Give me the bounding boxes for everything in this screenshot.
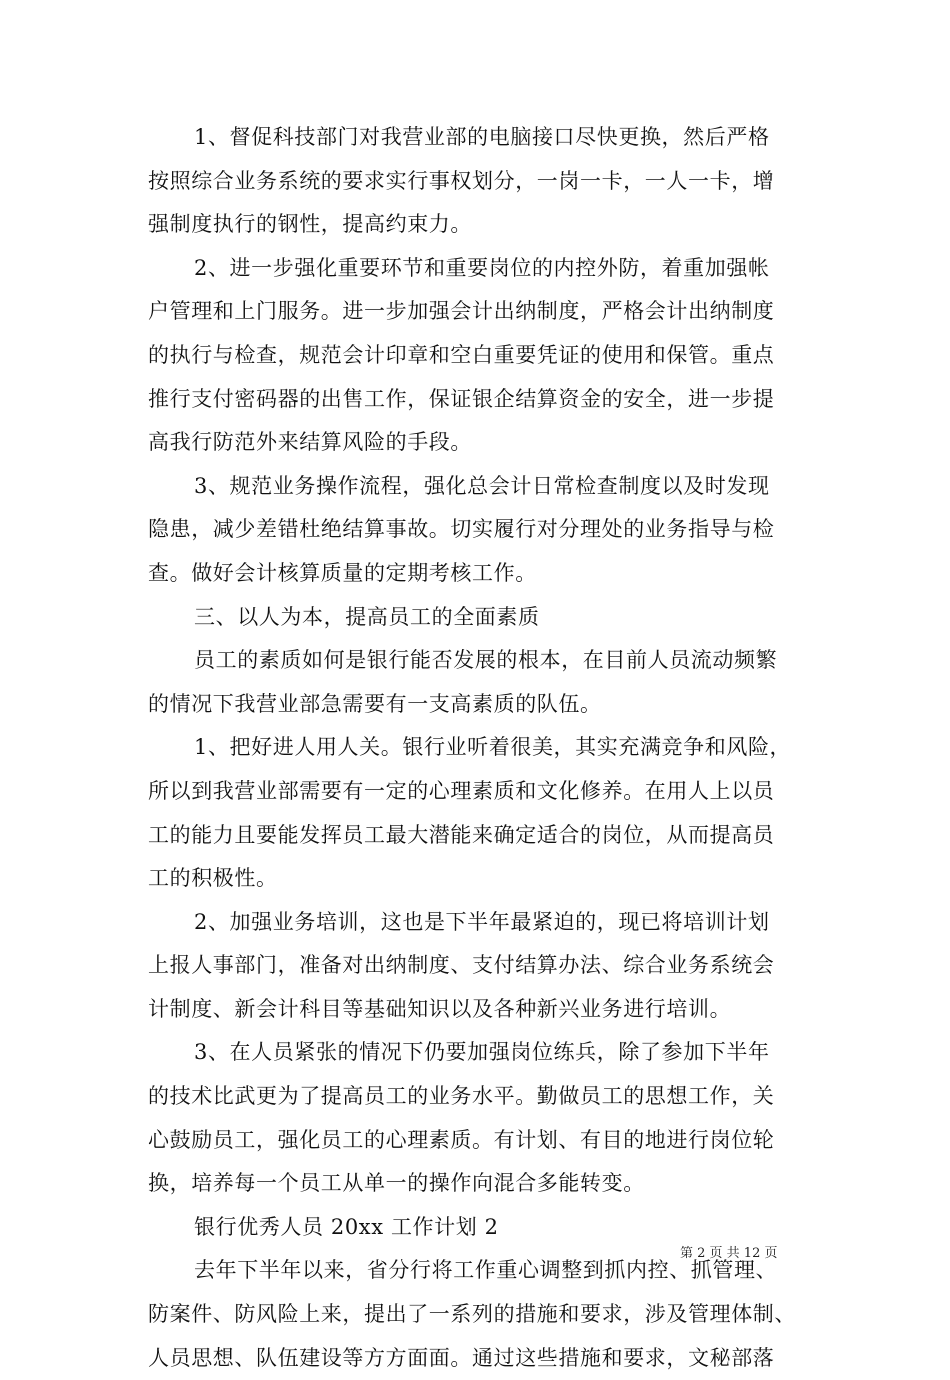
body-line: 3、规范业务操作流程，强化总会计日常检查制度以及时发现 [194, 473, 770, 498]
body-line: 上报人事部门，准备对出纳制度、支付结算办法、综合业务系统会 [148, 953, 775, 978]
page-number-footer: 第 2 页 共 12 页 [680, 1246, 778, 1261]
body-line: 强制度执行的钢性，提高约束力。 [148, 212, 472, 237]
body-line: 防案件、防风险上来，提出了一系列的措施和要求，涉及管理体制、 [148, 1302, 796, 1327]
body-line: 隐患，减少差错杜绝结算事故。切实履行对分理处的业务指导与检 [148, 517, 775, 542]
body-line: 2、加强业务培训，这也是下半年最紧迫的，现已将培训计划 [194, 909, 770, 934]
body-line: 户管理和上门服务。进一步加强会计出纳制度，严格会计出纳制度 [148, 299, 775, 324]
body-line: 1、督促科技部门对我营业部的电脑接口尽快更换，然后严格 [194, 125, 770, 149]
body-line: 2、进一步强化重要环节和重要岗位的内控外防，着重加强帐 [194, 255, 770, 280]
body-line: 工的积极性。 [148, 866, 278, 891]
body-line: 按照综合业务系统的要求实行事权划分，一岗一卡，一人一卡，增 [148, 168, 775, 193]
section-heading: 三、以人为本，提高员工的全面素质 [194, 604, 540, 629]
body-line: 高我行防范外来结算风险的手段。 [148, 430, 472, 455]
body-line: 1、把好进人用人关。银行业听着很美，其实充满竞争和风险， [194, 735, 792, 760]
body-line: 计制度、新会计科目等基础知识以及各种新兴业务进行培训。 [148, 996, 732, 1021]
body-line: 员工的素质如何是银行能否发展的根本，在目前人员流动频繁 [194, 648, 778, 673]
body-line: 去年下半年以来，省分行将工作重心调整到抓内控、抓管理、 [194, 1258, 778, 1283]
body-line: 3、在人员紧张的情况下仍要加强岗位练兵，除了参加下半年 [194, 1040, 770, 1065]
body-line: 人员思想、队伍建设等方方面面。通过这些措施和要求，文秘部落 [148, 1345, 775, 1370]
body-line: 推行支付密码器的出售工作，保证银企结算资金的安全，进一步提 [148, 386, 775, 411]
body-line: 的执行与检查，规范会计印章和空白重要凭证的使用和保管。重点 [148, 342, 775, 367]
body-line: 的情况下我营业部急需要有一支高素质的队伍。 [148, 691, 602, 716]
body-line: 换，培养每一个员工从单一的操作向混合多能转变。 [148, 1171, 645, 1196]
document-body [148, 116, 808, 1380]
body-line: 查。做好会计核算质量的定期考核工作。 [148, 560, 537, 585]
body-line: 所以到我营业部需要有一定的心理素质和文化修养。在用人上以员 [148, 778, 775, 803]
section-title: 银行优秀人员 20xx 工作计划 2 [194, 1214, 499, 1239]
body-line: 工的能力且要能发挥员工最大潜能来确定适合的岗位，从而提高员 [148, 822, 775, 847]
body-line: 心鼓励员工，强化员工的心理素质。有计划、有目的地进行岗位轮 [148, 1127, 775, 1152]
body-line: 的技术比武更为了提高员工的业务水平。勤做员工的思想工作，关 [148, 1084, 775, 1109]
